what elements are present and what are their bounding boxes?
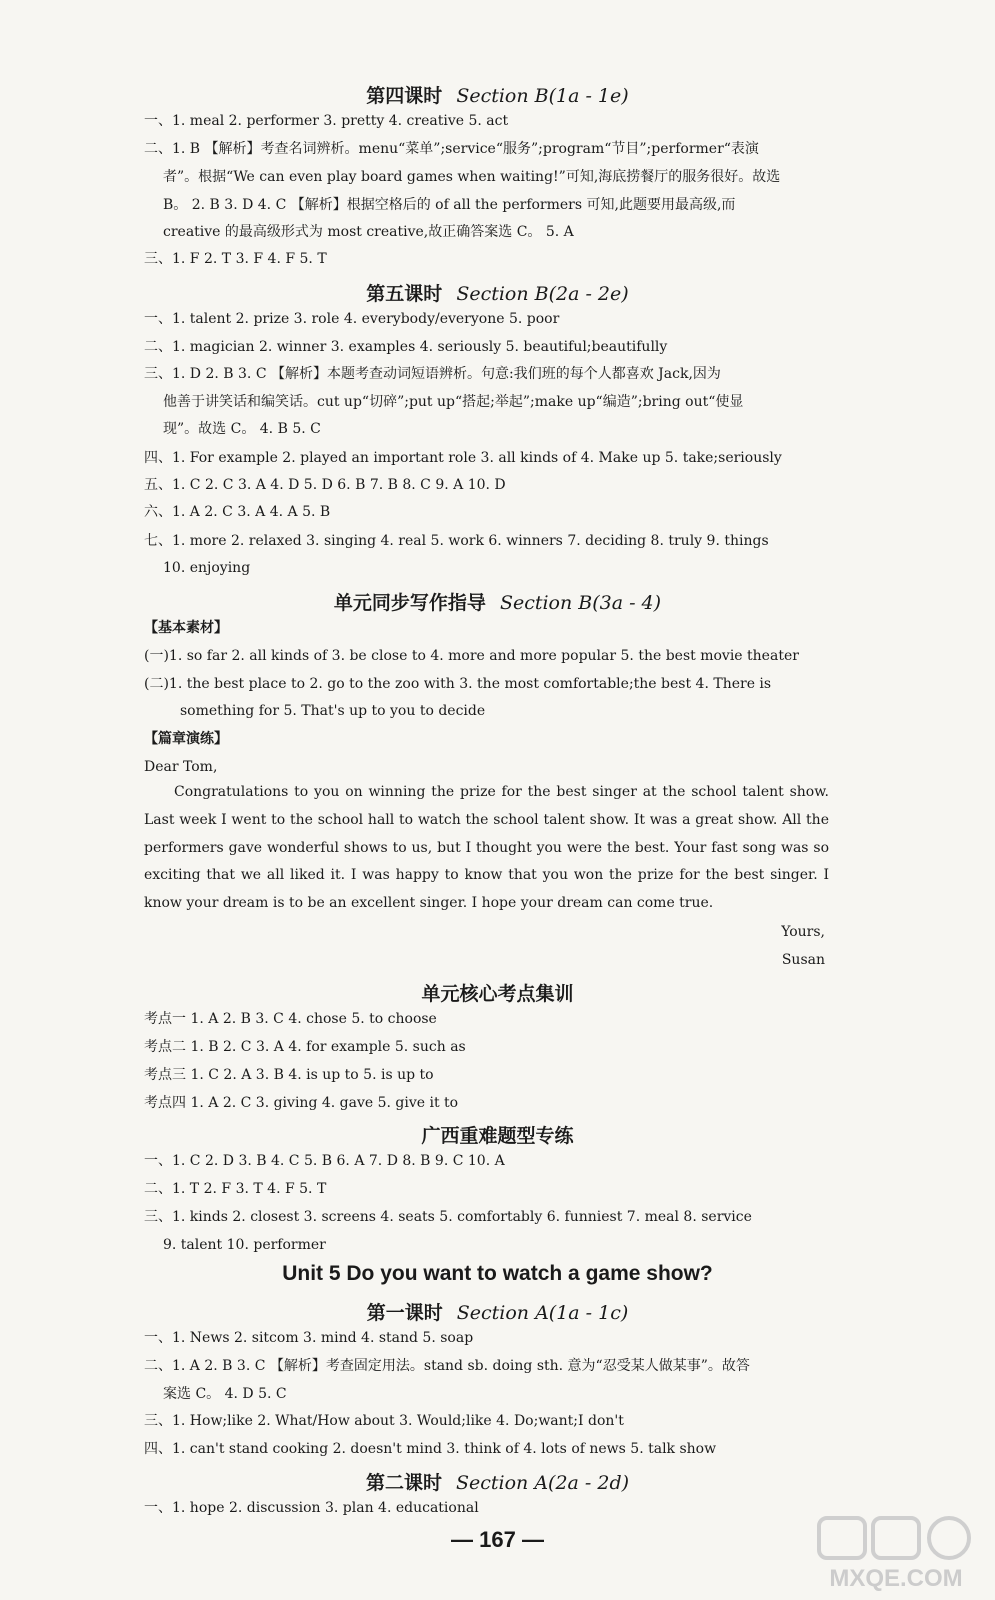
answer-line: 一、1. C 2. D 3. B 4. C 5. B 6. A 7. D 8. B 9. C 10. A [144, 1153, 505, 1169]
material-line: (二)1. the best place to 2. go to the zoo with 3. the most comfortable;the best 4. There is [144, 676, 772, 692]
watermark-logo [811, 1514, 981, 1594]
page-number: — 167 — [451, 1527, 544, 1552]
answer-line: 考点一 1. A 2. B 3. C 4. chose 5. to choose [144, 1011, 437, 1027]
material-line: (一)1. so far 2. all kinds of 3. be close to 4. more and more popular 5. the best movie theater [144, 648, 799, 664]
watermark-text: MXQE.COM [829, 1565, 963, 1592]
writing-title: 单元同步写作指导 [333, 592, 486, 614]
guangxi-heading: 广西重难题型专练 [421, 1125, 574, 1147]
answer-line: 五、1. C 2. C 3. A 4. D 5. D 6. B 7. B 8. C 9. A 10. D [144, 477, 506, 493]
answer-line: 考点三 1. C 2. A 3. B 4. is up to 5. is up to [144, 1067, 434, 1083]
lesson-title: 第二课时 [365, 1472, 442, 1494]
answer-line: 者”。根据“We can even play board games when waiting!”可知,海底捞餐厅的服务很好。故选 [163, 169, 781, 185]
answer-line: 六、1. A 2. C 3. A 4. A 5. B [144, 504, 331, 520]
section-label: Section B(1a - 1e) [456, 85, 629, 107]
answer-line: 一、1. meal 2. performer 3. pretty 4. creative 5. act [144, 113, 509, 129]
core-heading: 单元核心考点集训 [421, 983, 574, 1005]
answer-line: B。 2. B 3. D 4. C 【解析】根据空格后的 of all the performers 可知,此题要用最高级,而 [163, 197, 736, 213]
answer-line: 二、1. B 【解析】考查名词辨析。menu“菜单”;service“服务”;program“节目”;performer“表演 [144, 141, 759, 157]
lesson-title: 第一课时 [366, 1302, 443, 1324]
answer-line: 二、1. A 2. B 3. C 【解析】考查固定用法。stand sb. doing sth. 意为“忍受某人做某事”。故答 [144, 1358, 750, 1374]
answer-line: 他善于讲笑话和编笑话。cut up“切碎”;put up“搭起;举起”;make up“编造”;bring out“使显 [163, 394, 744, 410]
lesson-title: 第四课时 [366, 85, 443, 107]
lesson-title: 第五课时 [366, 283, 443, 305]
letter-body-text: Congratulations to you on winning the prize for the best singer at the school talent show. Last week I went to the school hall to watch the school talent show. It was a great show. All the performers gave wonderful shows to us, but I thought you were the best. Your fast song was so exciting that we all liked it. I was happy to know that you won the prize for the best singer. I know your dream is to be an excellent singer. I hope your dream can come true. [144, 784, 829, 912]
lesson-5-heading [0, 279, 995, 306]
answer-line: 考点二 1. B 2. C 3. A 4. for example 5. such as [144, 1039, 466, 1055]
writing-heading [0, 588, 995, 615]
basic-material-label: 【基本素材】 [144, 620, 228, 636]
answer-line: 一、1. News 2. sitcom 3. mind 4. stand 5. soap [144, 1330, 474, 1346]
section-label: Section A(2a - 2d) [455, 1472, 630, 1494]
letter-greeting: Dear Tom, [144, 759, 218, 775]
answer-line: 考点四 1. A 2. C 3. giving 4. gave 5. give it to [144, 1095, 459, 1111]
letter-signature: Susan [781, 952, 825, 968]
answer-line: 三、1. How;like 2. What/How about 3. Would;like 4. Do;want;I don't [144, 1413, 624, 1429]
answer-line: 三、1. D 2. B 3. C 【解析】本题考查动词短语辨析。句意:我们班的每个人都喜欢 Jack,因为 [144, 366, 721, 382]
answer-line: 10. enjoying [163, 560, 251, 576]
section-label: Section B(3a - 4) [499, 592, 662, 614]
watermark-icon [811, 1514, 981, 1594]
lesson-4-heading [0, 81, 995, 108]
answer-line: 二、1. magician 2. winner 3. examples 4. seriously 5. beautiful;beautifully [144, 339, 668, 355]
section-label: Section B(2a - 2e) [456, 283, 629, 305]
letter-body [144, 779, 829, 918]
answer-line: 案选 C。 4. D 5. C [163, 1386, 287, 1402]
unit5-lesson1-heading [0, 1298, 995, 1325]
answer-line: 七、1. more 2. relaxed 3. singing 4. real 5. work 6. winners 7. deciding 8. truly 9. things [144, 533, 769, 549]
answer-line: 一、1. talent 2. prize 3. role 4. everybody/everyone 5. poor [144, 311, 560, 327]
answer-line: 三、1. kinds 2. closest 3. screens 4. seats 5. comfortably 6. funniest 7. meal 8. service [144, 1209, 752, 1225]
practice-label: 【篇章演练】 [144, 731, 228, 747]
material-line: something for 5. That's up to you to decide [180, 703, 486, 719]
answer-line: 四、1. For example 2. played an important role 3. all kinds of 4. Make up 5. take;seriously [144, 450, 782, 466]
answer-line: 现”。故选 C。 4. B 5. C [163, 421, 321, 437]
letter-closing: Yours, [781, 924, 825, 940]
section-label: Section A(1a - 1c) [456, 1302, 629, 1324]
answer-line: 三、1. F 2. T 3. F 4. F 5. T [144, 251, 327, 267]
answer-line: 四、1. can't stand cooking 2. doesn't mind 3. think of 4. lots of news 5. talk show [144, 1441, 717, 1457]
answer-line: 二、1. T 2. F 3. T 4. F 5. T [144, 1181, 327, 1197]
unit-title: Unit 5 Do you want to watch a game show? [282, 1262, 713, 1285]
answer-line: 9. talent 10. performer [163, 1237, 326, 1253]
unit5-lesson2-heading [0, 1468, 995, 1495]
answer-line: 一、1. hope 2. discussion 3. plan 4. educational [144, 1500, 479, 1516]
answer-line: creative 的最高级形式为 most creative,故正确答案选 C。 5. A [163, 224, 574, 240]
